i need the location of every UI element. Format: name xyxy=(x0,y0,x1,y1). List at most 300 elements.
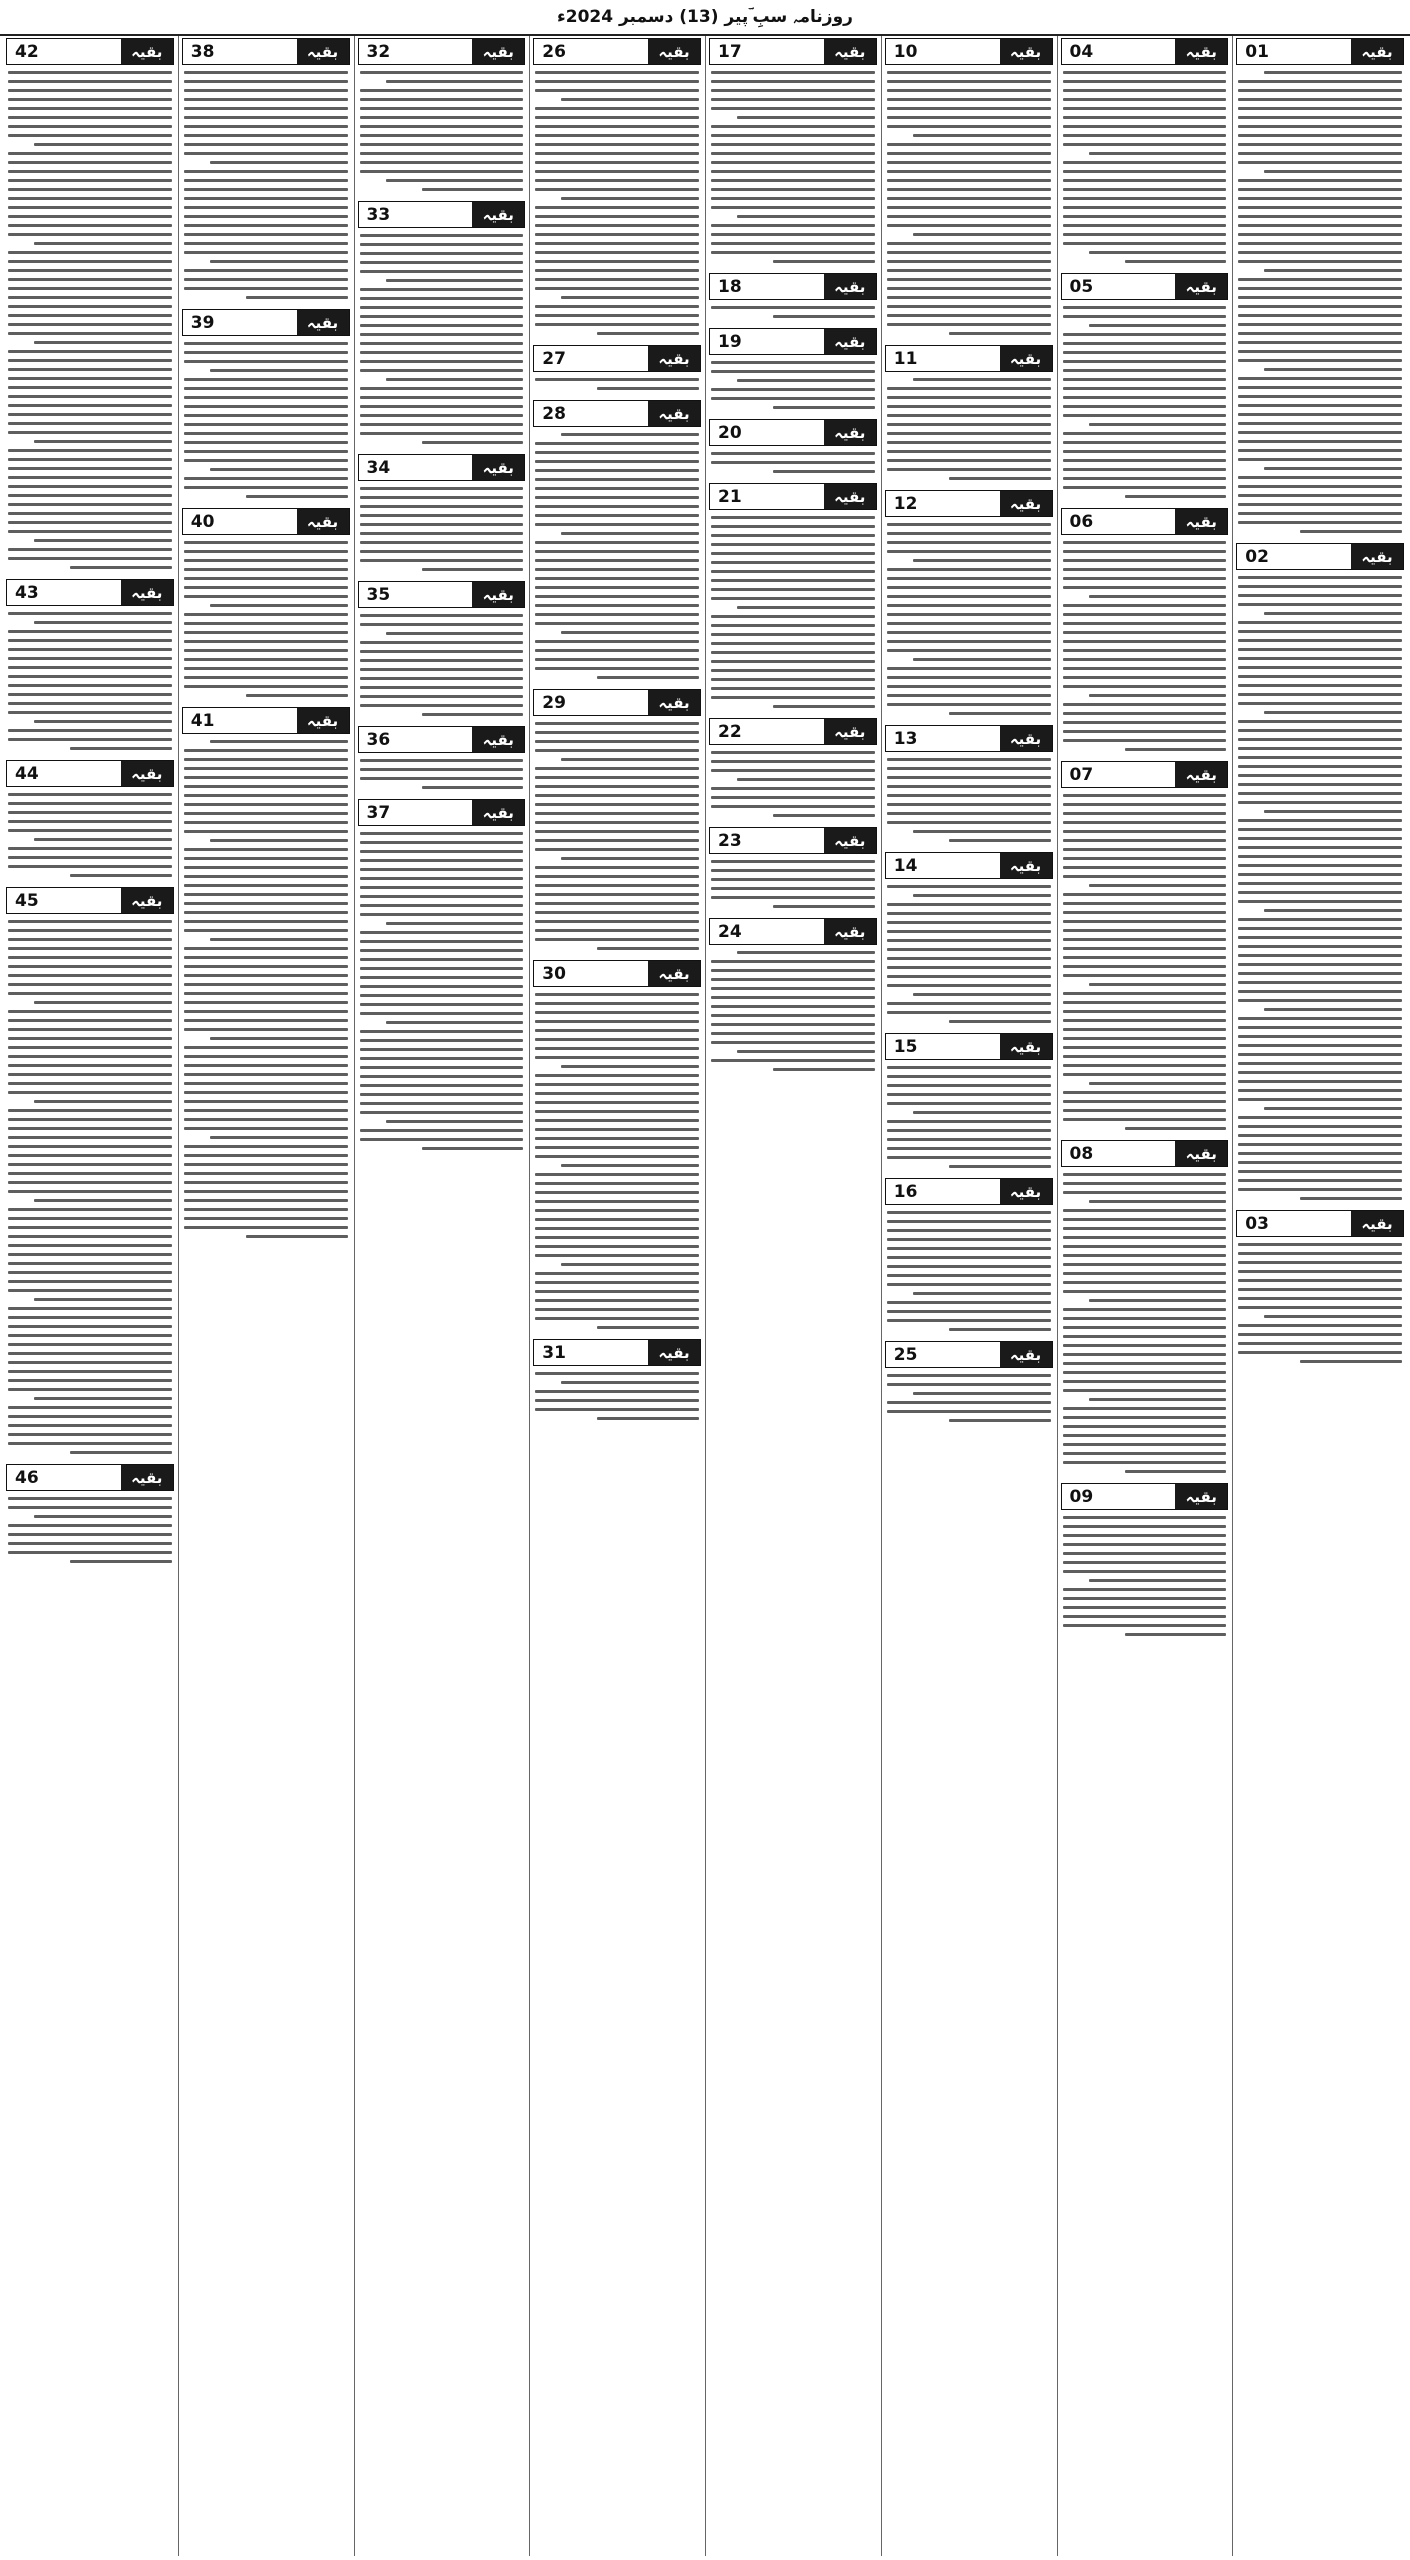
text-line xyxy=(360,677,524,680)
section-number: 45 xyxy=(15,890,39,911)
continuation-section xyxy=(356,581,528,716)
text-line xyxy=(1063,233,1227,236)
text-line xyxy=(1063,1055,1227,1058)
text-line xyxy=(535,993,699,996)
text-line xyxy=(184,586,348,589)
text-line xyxy=(1063,974,1227,977)
text-line xyxy=(184,215,348,218)
body-text xyxy=(883,758,1055,842)
text-line xyxy=(535,478,699,481)
text-line xyxy=(1238,666,1402,669)
text-line xyxy=(360,514,524,517)
continuation-section xyxy=(707,38,879,263)
text-line xyxy=(887,242,1051,245)
text-line xyxy=(1238,332,1402,335)
text-line xyxy=(184,559,348,562)
section-tag: بقیہ xyxy=(824,329,876,354)
continuation-section xyxy=(1234,38,1406,533)
text-line xyxy=(360,768,524,771)
text-line xyxy=(1063,179,1227,182)
body-text xyxy=(180,342,352,498)
text-line xyxy=(887,984,1051,987)
text-line xyxy=(887,1283,1051,1286)
text-line xyxy=(184,1145,348,1148)
continuation-section xyxy=(1059,38,1231,263)
continuation-section xyxy=(180,38,352,299)
text-line xyxy=(8,1424,172,1427)
text-line xyxy=(1063,98,1227,101)
text-line xyxy=(1238,260,1402,263)
text-line xyxy=(1063,459,1227,462)
text-line xyxy=(711,1005,875,1008)
text-line xyxy=(1238,1306,1402,1309)
text-line xyxy=(711,80,875,83)
text-line xyxy=(773,315,875,318)
continuation-section xyxy=(4,760,176,877)
continuation-section xyxy=(180,508,352,697)
continuation-section xyxy=(4,887,176,1454)
text-line xyxy=(1238,422,1402,425)
text-line xyxy=(360,414,524,417)
text-line xyxy=(1238,1035,1402,1038)
text-line xyxy=(8,1262,172,1265)
text-line xyxy=(184,134,348,137)
text-line xyxy=(887,703,1051,706)
text-line xyxy=(184,785,348,788)
body-text xyxy=(883,885,1055,1023)
text-line xyxy=(561,631,699,634)
body-text xyxy=(531,433,703,679)
text-line xyxy=(1238,855,1402,858)
text-line xyxy=(8,711,172,714)
text-line xyxy=(561,98,699,101)
text-line xyxy=(887,577,1051,580)
text-line xyxy=(1238,576,1402,579)
text-line xyxy=(887,1401,1051,1404)
text-line xyxy=(887,278,1051,281)
section-header xyxy=(885,725,1053,752)
text-line xyxy=(360,868,524,871)
column-1 xyxy=(1234,36,1406,2556)
text-line xyxy=(1238,630,1402,633)
text-line xyxy=(8,648,172,651)
text-line xyxy=(887,785,1051,788)
text-line xyxy=(1063,649,1227,652)
body-text xyxy=(531,722,703,950)
text-line xyxy=(535,170,699,173)
text-line xyxy=(711,960,875,963)
text-line xyxy=(535,1092,699,1095)
column-7 xyxy=(180,36,352,2556)
text-line xyxy=(360,904,524,907)
text-line xyxy=(8,386,172,389)
text-line xyxy=(1238,1017,1402,1020)
text-line xyxy=(913,378,1051,381)
text-line xyxy=(8,1208,172,1211)
continuation-section xyxy=(531,38,703,335)
text-line xyxy=(1063,333,1227,336)
body-text xyxy=(4,793,176,877)
text-line xyxy=(913,1292,1051,1295)
text-line xyxy=(711,660,875,663)
text-line xyxy=(887,794,1051,797)
text-line xyxy=(535,260,699,263)
text-line xyxy=(535,287,699,290)
text-line xyxy=(535,152,699,155)
text-line xyxy=(1063,667,1227,670)
continuation-section xyxy=(707,273,879,318)
text-line xyxy=(184,1046,348,1049)
body-text xyxy=(180,541,352,697)
text-line xyxy=(210,468,348,471)
continuation-section xyxy=(1059,508,1231,751)
text-line xyxy=(535,451,699,454)
section-tag: بقیہ xyxy=(1351,1211,1403,1236)
text-line xyxy=(360,686,524,689)
text-line xyxy=(913,830,1051,833)
text-line xyxy=(1238,720,1402,723)
text-line xyxy=(711,1059,875,1062)
body-text xyxy=(707,951,879,1071)
text-line xyxy=(887,1011,1051,1014)
text-line xyxy=(535,541,699,544)
text-line xyxy=(887,912,1051,915)
section-tag: بقیہ xyxy=(1000,853,1052,878)
section-header xyxy=(1236,543,1404,570)
text-line xyxy=(184,125,348,128)
text-line xyxy=(1063,206,1227,209)
text-line xyxy=(535,460,699,463)
text-line xyxy=(1063,1516,1227,1519)
text-line xyxy=(887,405,1051,408)
text-line xyxy=(887,1310,1051,1313)
section-header xyxy=(182,38,350,65)
text-line xyxy=(1063,857,1227,860)
section-number: 14 xyxy=(893,855,918,876)
text-line xyxy=(1063,1100,1227,1103)
section-header xyxy=(1061,273,1229,300)
section-tag: بقیہ xyxy=(1000,1342,1052,1367)
text-line xyxy=(1238,80,1402,83)
text-line xyxy=(887,966,1051,969)
text-line xyxy=(535,938,699,941)
text-line xyxy=(1063,1091,1227,1094)
text-line xyxy=(1063,224,1227,227)
text-line xyxy=(360,704,524,707)
text-line xyxy=(1063,242,1227,245)
text-line xyxy=(184,71,348,74)
text-line xyxy=(1089,884,1227,887)
text-line xyxy=(535,577,699,580)
text-line xyxy=(887,215,1051,218)
text-line xyxy=(711,687,875,690)
text-line xyxy=(535,1209,699,1212)
column-divider xyxy=(1057,36,1058,2556)
text-line xyxy=(535,839,699,842)
text-line xyxy=(1063,640,1227,643)
section-header xyxy=(1061,1483,1229,1510)
text-line xyxy=(1063,658,1227,661)
section-tag: بقیہ xyxy=(824,420,876,445)
text-line xyxy=(1063,1570,1227,1573)
text-line xyxy=(34,720,172,723)
text-line xyxy=(535,1029,699,1032)
text-line xyxy=(8,530,172,533)
text-line xyxy=(386,922,524,925)
section-header xyxy=(6,579,174,606)
text-line xyxy=(535,1191,699,1194)
text-line xyxy=(1063,812,1227,815)
text-line xyxy=(8,1506,172,1509)
text-line xyxy=(1238,107,1402,110)
text-line xyxy=(535,523,699,526)
text-line xyxy=(1238,1170,1402,1173)
section-header xyxy=(358,454,526,481)
text-line xyxy=(8,684,172,687)
section-number: 08 xyxy=(1069,1143,1094,1164)
text-line xyxy=(887,251,1051,254)
text-line xyxy=(1063,631,1227,634)
text-line xyxy=(8,1037,172,1040)
text-line xyxy=(422,786,524,789)
text-line xyxy=(711,161,875,164)
text-line xyxy=(70,566,172,569)
text-line xyxy=(184,1172,348,1175)
text-line xyxy=(1238,972,1402,975)
section-header xyxy=(709,718,877,745)
text-line xyxy=(737,116,875,119)
text-line xyxy=(1238,882,1402,885)
text-line xyxy=(8,1046,172,1049)
text-line xyxy=(887,1256,1051,1259)
text-line xyxy=(1264,467,1402,470)
text-line xyxy=(210,369,348,372)
section-number: 33 xyxy=(366,204,391,225)
section-tag: بقیہ xyxy=(648,346,700,371)
text-line xyxy=(1238,143,1402,146)
body-text xyxy=(531,993,703,1329)
section-header xyxy=(709,918,877,945)
text-line xyxy=(1238,134,1402,137)
text-line xyxy=(535,1020,699,1023)
text-line xyxy=(360,1093,524,1096)
text-line xyxy=(1238,440,1402,443)
section-number: 27 xyxy=(542,348,566,369)
text-line xyxy=(887,821,1051,824)
text-line xyxy=(1063,703,1227,706)
text-line xyxy=(360,940,524,943)
body-text xyxy=(707,751,879,817)
text-line xyxy=(184,848,348,851)
text-line xyxy=(8,1055,172,1058)
text-line xyxy=(360,98,524,101)
text-line xyxy=(1063,1362,1227,1365)
text-line xyxy=(535,776,699,779)
text-line xyxy=(535,649,699,652)
text-line xyxy=(184,884,348,887)
text-line xyxy=(887,98,1051,101)
body-text xyxy=(707,71,879,263)
text-line xyxy=(887,432,1051,435)
text-line xyxy=(1264,170,1402,173)
text-line xyxy=(913,658,1051,661)
text-line xyxy=(1238,1161,1402,1164)
text-line xyxy=(1063,342,1227,345)
text-line xyxy=(773,705,875,708)
text-line xyxy=(1238,1188,1402,1191)
text-line xyxy=(360,541,524,544)
continuation-section xyxy=(883,725,1055,842)
text-line xyxy=(184,423,348,426)
text-line xyxy=(949,1165,1051,1168)
text-line xyxy=(8,1325,172,1328)
body-text xyxy=(883,378,1055,480)
text-line xyxy=(597,1417,699,1420)
section-header xyxy=(885,1341,1053,1368)
text-line xyxy=(1238,377,1402,380)
text-line xyxy=(1063,1209,1227,1212)
text-line xyxy=(386,279,524,282)
text-line xyxy=(1238,1116,1402,1119)
body-text xyxy=(883,1374,1055,1422)
text-line xyxy=(711,251,875,254)
text-line xyxy=(887,323,1051,326)
text-line xyxy=(1238,738,1402,741)
text-line xyxy=(8,125,172,128)
text-line xyxy=(1238,1261,1402,1264)
body-text xyxy=(707,306,879,318)
column-3 xyxy=(883,36,1055,2556)
text-line xyxy=(1063,1407,1227,1410)
section-tag: بقیہ xyxy=(1175,762,1227,787)
text-line xyxy=(711,397,875,400)
text-line xyxy=(711,633,875,636)
text-line xyxy=(887,649,1051,652)
section-tag: بقیہ xyxy=(1175,1141,1227,1166)
section-tag: بقیہ xyxy=(472,582,524,607)
text-line xyxy=(360,532,524,535)
body-text xyxy=(531,1372,703,1420)
text-line xyxy=(360,261,524,264)
text-line xyxy=(360,161,524,164)
text-line xyxy=(711,197,875,200)
text-line xyxy=(1238,449,1402,452)
text-line xyxy=(561,1381,699,1384)
text-line xyxy=(184,1028,348,1031)
text-line xyxy=(184,432,348,435)
text-line xyxy=(887,613,1051,616)
text-line xyxy=(360,850,524,853)
text-line xyxy=(711,1023,875,1026)
section-number: 13 xyxy=(893,728,918,749)
text-line xyxy=(8,956,172,959)
text-line xyxy=(887,676,1051,679)
text-line xyxy=(561,1065,699,1068)
section-number: 16 xyxy=(893,1181,918,1202)
text-line xyxy=(8,1109,172,1112)
text-line xyxy=(1238,242,1402,245)
text-line xyxy=(887,441,1051,444)
body-text xyxy=(4,1497,176,1563)
text-line xyxy=(360,913,524,916)
text-line xyxy=(1264,1107,1402,1110)
text-line xyxy=(1238,999,1402,1002)
text-line xyxy=(1238,729,1402,732)
text-line xyxy=(1063,1182,1227,1185)
text-line xyxy=(8,350,172,353)
date-line: روزنامہ سبِ ؔپیر (13) دسمبر 2024ء xyxy=(557,7,853,27)
text-line xyxy=(1238,801,1402,804)
text-line xyxy=(184,1181,348,1184)
text-line xyxy=(184,920,348,923)
text-line xyxy=(1063,938,1227,941)
body-text xyxy=(883,1211,1055,1331)
body-text xyxy=(707,860,879,908)
text-line xyxy=(535,1011,699,1014)
text-line xyxy=(913,1392,1051,1395)
text-line xyxy=(8,1497,172,1500)
text-line xyxy=(1063,107,1227,110)
text-line xyxy=(8,829,172,832)
text-line xyxy=(8,1524,172,1527)
text-line xyxy=(887,459,1051,462)
text-line xyxy=(1238,603,1402,606)
text-line xyxy=(711,125,875,128)
text-line xyxy=(184,947,348,950)
text-line xyxy=(535,1408,699,1411)
text-line xyxy=(1063,1019,1227,1022)
text-line xyxy=(184,233,348,236)
section-tag: بقیہ xyxy=(648,961,700,986)
text-line xyxy=(887,468,1051,471)
text-line xyxy=(184,875,348,878)
text-line xyxy=(711,878,875,881)
text-line xyxy=(1238,458,1402,461)
text-line xyxy=(360,614,524,617)
text-line xyxy=(8,820,172,823)
text-line xyxy=(535,1299,699,1302)
body-text xyxy=(531,378,703,390)
text-line xyxy=(184,812,348,815)
column-6 xyxy=(356,36,528,2556)
section-number: 21 xyxy=(718,486,742,507)
text-line xyxy=(887,125,1051,128)
text-line xyxy=(1063,351,1227,354)
body-text xyxy=(1059,306,1231,498)
text-line xyxy=(1063,1389,1227,1392)
text-line xyxy=(1063,1263,1227,1266)
text-line xyxy=(184,1154,348,1157)
text-line xyxy=(1063,821,1227,824)
text-line xyxy=(1264,1008,1402,1011)
text-line xyxy=(8,233,172,236)
text-line xyxy=(535,1002,699,1005)
text-line xyxy=(1238,395,1402,398)
body-text xyxy=(531,71,703,335)
text-line xyxy=(1238,846,1402,849)
body-text xyxy=(356,759,528,789)
text-line xyxy=(711,370,875,373)
section-header xyxy=(182,309,350,336)
text-line xyxy=(887,1238,1051,1241)
text-line xyxy=(887,1084,1051,1087)
text-line xyxy=(949,477,1051,480)
text-line xyxy=(773,905,875,908)
text-line xyxy=(887,161,1051,164)
continuation-section xyxy=(707,918,879,1071)
text-line xyxy=(184,1118,348,1121)
text-line xyxy=(8,929,172,932)
